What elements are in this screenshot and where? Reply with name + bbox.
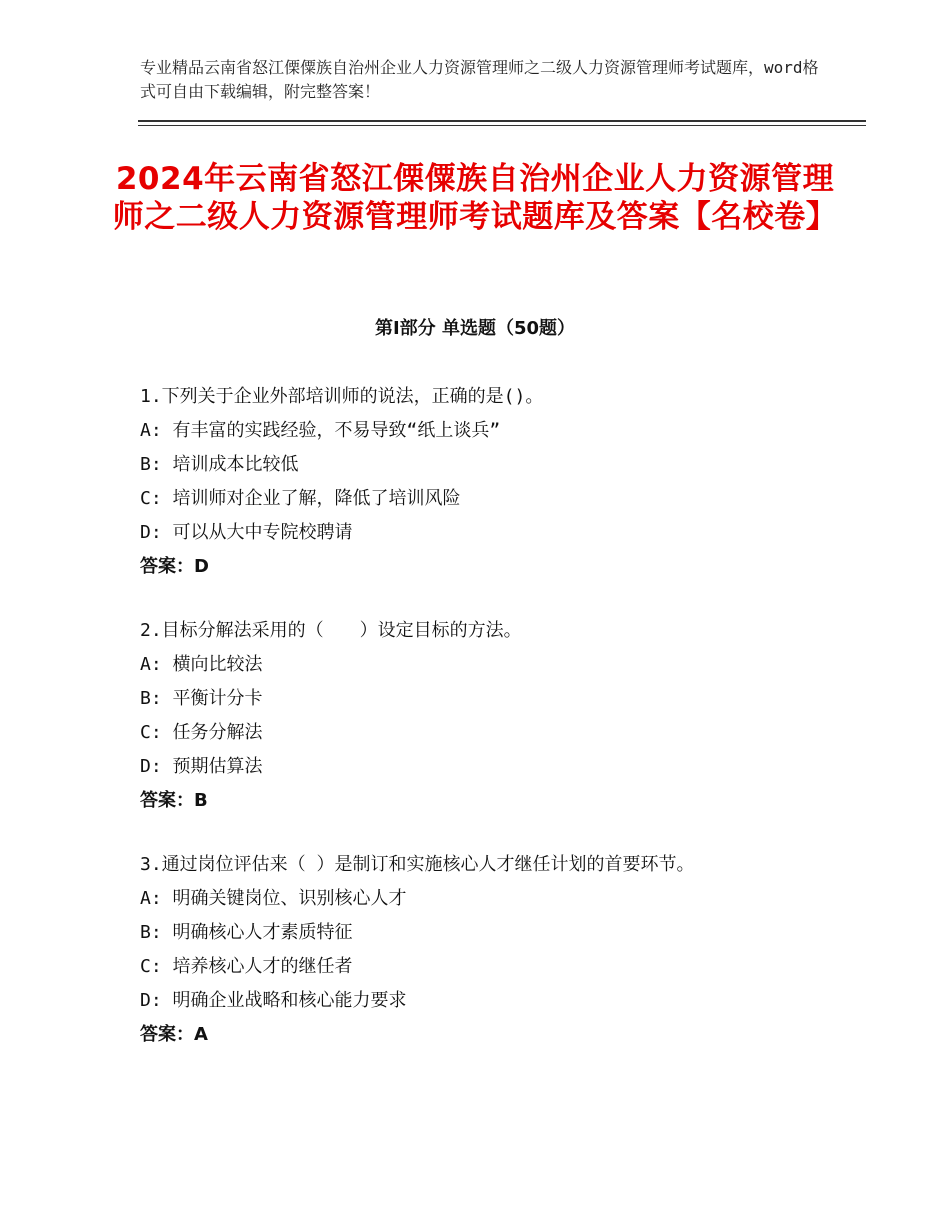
document-title: 2024年云南省怒江傈僳族自治州企业人力资源管理师之二级人力资源管理师考试题库及答案【名校卷】 — [112, 161, 838, 235]
section-title: 第Ⅰ部分 单选题（50题） — [374, 318, 575, 339]
question-stem: 1.下列关于企业外部培训师的说法，正确的是()。 — [140, 386, 544, 407]
question-2 — [140, 614, 860, 818]
option-a: A: 有丰富的实践经验，不易导致“纸上谈兵” — [140, 420, 501, 441]
option-d: D: 预期估算法 — [140, 756, 263, 777]
answer: 答案：D — [140, 556, 209, 577]
option-c: C: 任务分解法 — [140, 722, 263, 743]
question-stem: 3.通过岗位评估来（ ）是制订和实施核心人才继任计划的首要环节。 — [140, 854, 695, 875]
option-c: C: 培训师对企业了解，降低了培训风险 — [140, 488, 461, 509]
header-rule-thick — [138, 120, 866, 122]
question-list — [140, 380, 860, 1082]
option-a: A: 横向比较法 — [140, 654, 263, 675]
option-b: B: 培训成本比较低 — [140, 454, 299, 475]
question-stem: 2.目标分解法采用的（ ）设定目标的方法。 — [140, 620, 522, 641]
answer: 答案：B — [140, 790, 208, 811]
question-3 — [140, 848, 860, 1052]
option-a: A: 明确关键岗位、识别核心人才 — [140, 888, 407, 909]
answer: 答案：A — [140, 1024, 208, 1045]
option-b: B: 平衡计分卡 — [140, 688, 263, 709]
header-rule-thin — [138, 125, 866, 126]
question-1 — [140, 380, 860, 584]
option-d: D: 可以从大中专院校聘请 — [140, 522, 353, 543]
header-note: 专业精品云南省怒江傈僳族自治州企业人力资源管理师之二级人力资源管理师考试题库，word格式可自由下载编辑，附完整答案！ — [140, 58, 819, 101]
option-d: D: 明确企业战略和核心能力要求 — [140, 990, 407, 1011]
option-b: B: 明确核心人才素质特征 — [140, 922, 353, 943]
option-c: C: 培养核心人才的继任者 — [140, 956, 353, 977]
